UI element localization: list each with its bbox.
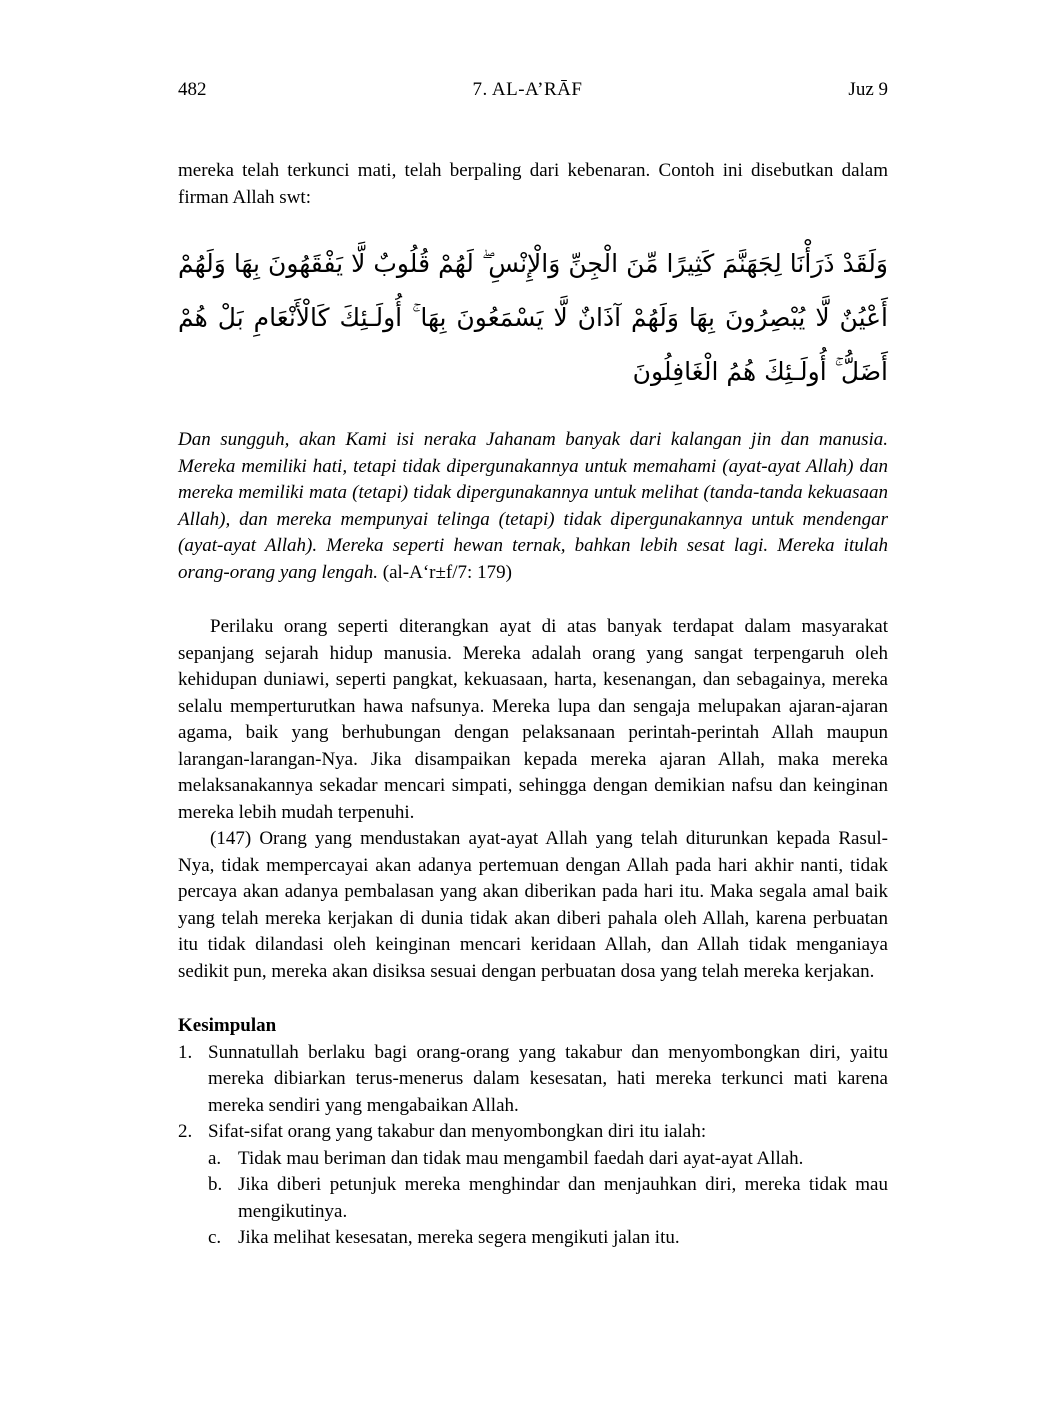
list-item-intro: Sifat-sifat orang yang takabur dan menyombongkan diri itu ialah: bbox=[208, 1121, 707, 1142]
sublist-item-a bbox=[208, 1146, 888, 1173]
conclusion-list bbox=[178, 1040, 888, 1252]
commentary-paragraph-2: (147) Orang yang mendustakan ayat-ayat Allah yang telah diturunkan kepada Rasul-Nya, tidak mempercayai akan adanya pertemuan dengan Allah pada hari akhir nanti, tidak percaya akan adanya pembalasan yang akan diberikan pada hari itu. Maka segala amal baik yang telah mereka kerjakan di dunia tidak akan diberi pahala oleh Allah, karena perbuatan itu tidak dilandasi oleh keinginan mencari keridaan Allah, dan Allah tidak menganiaya sedikit pun, mereka akan disiksa sesuai dengan perbuatan dosa yang telah mereka kerjakan. bbox=[178, 828, 888, 982]
verse-citation: (al-A‘r±f/7: 179) bbox=[382, 561, 512, 583]
verse-translation bbox=[178, 427, 888, 586]
juz-label: Juz 9 bbox=[848, 79, 888, 100]
intro-paragraph: mereka telah terkunci mati, telah berpaling dari kebenaran. Contoh ini disebutkan dalam firman Allah swt: bbox=[178, 160, 888, 208]
list-marker: 1. bbox=[178, 1041, 193, 1063]
sublist-marker: c. bbox=[208, 1227, 222, 1248]
chapter-title: 7. AL-A’RĀF bbox=[472, 79, 583, 100]
page-number: 482 bbox=[178, 79, 207, 100]
list-marker: 2. bbox=[178, 1121, 193, 1142]
sublist-marker: a. bbox=[208, 1147, 222, 1169]
quran-verse-arabic: وَلَقَدْ ذَرَأْنَا لِجَهَنَّمَ كَثِيرًا مِّنَ الْجِنِّ وَالْإِنْسِ ۖ لَهُمْ قُلُوبٌ لَّا يَفْقَهُونَ بِهَا وَلَهُمْ أَعْيُنٌ لَّا يُبْصِرُونَ بِهَا وَلَهُمْ آذَانٌ لَّا يَسْمَعُونَ بِهَا ۚ أُولَـئِكَ كَالْأَنْعَامِ بَلْ هُمْ أَضَلُّ ۚ أُولَـئِكَ هُمُ الْغَافِلُونَ bbox=[178, 249, 888, 386]
sublist-item-b bbox=[208, 1172, 888, 1225]
sublist-item-c bbox=[208, 1225, 888, 1252]
conclusion-sublist bbox=[208, 1146, 888, 1252]
list-item-2 bbox=[178, 1119, 888, 1252]
list-item-1 bbox=[178, 1040, 888, 1120]
list-item-text bbox=[208, 1119, 888, 1252]
sublist-item-text: Jika diberi petunjuk mereka menghindar dan menjauhkan diri, mereka tidak mau mengikutinya. bbox=[238, 1174, 888, 1222]
commentary-paragraph-1: Perilaku orang seperti diterangkan ayat di atas banyak terdapat dalam masyarakat sepanjang sejarah hidup manusia. Mereka adalah orang yang sangat terpengaruh oleh kehidupan duniawi, seperti pangkat, kekuasaan, harta, kesenangan, dan sebagainya, mereka selalu memperturutkan hawa nafsunya. Mereka lupa dan sengaja melupakan ajaran-ajaran agama, baik yang berhubungan dengan pelaksanaan perintah-perintah Allah maupun larangan-larangan-Nya. Jika disampaikan kepada mereka ajaran Allah, maka mereka melaksanakannya sekadar mencari simpati, sehingga dengan demikian nafsu dan keinginan mereka lebih mudah terpenuhi. bbox=[178, 616, 888, 823]
conclusion-heading: Kesimpulan bbox=[178, 1015, 277, 1036]
sublist-item-text: Jika melihat kesesatan, mereka segera mengikuti jalan itu. bbox=[238, 1227, 680, 1248]
sublist-marker: b. bbox=[208, 1174, 223, 1195]
translation-text: Dan sungguh, akan Kami isi neraka Jahanam banyak dari kalangan jin dan manusia. Mereka memiliki hati, tetapi tidak dipergunakannya untuk memahami (ayat-ayat Allah) dan mereka memiliki mata (tetapi) tidak dipergunakannya untuk melihat (tanda-tanda kekuasaan Allah), dan mereka mempunyai telinga (tetapi) tidak dipergunakannya untuk mendengar (ayat-ayat Allah). Mereka seperti hewan ternak, bahkan lebih sesat lagi. Mereka itulah orang-orang yang lengah. bbox=[178, 429, 888, 583]
page-header bbox=[178, 78, 888, 102]
sublist-item-text: Tidak mau beriman dan tidak mau mengambil faedah dari ayat-ayat Allah. bbox=[238, 1147, 804, 1169]
list-item-text: Sunnatullah berlaku bagi orang-orang yang takabur dan menyombongkan diri, yaitu mereka dibiarkan terus-menerus dalam kesesatan, hati mereka terkunci mati karena mereka sendiri yang mengabaikan Allah. bbox=[208, 1041, 888, 1116]
